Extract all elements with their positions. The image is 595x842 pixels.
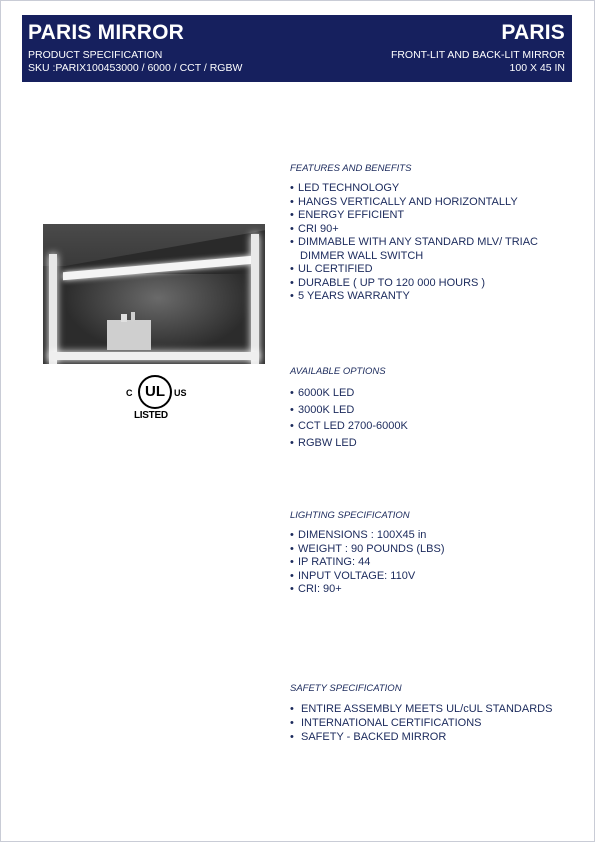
model-description: FRONT-LIT AND BACK-LIT MIRROR <box>390 49 565 61</box>
feature-text: DIMMABLE WITH ANY STANDARD MLV/ TRIAC <box>298 236 538 248</box>
header-banner <box>22 15 572 82</box>
bullet: • <box>290 290 294 302</box>
list-item <box>290 543 445 557</box>
list-item <box>290 418 408 435</box>
lighting-text: CRI: 90+ <box>298 583 342 595</box>
list-item <box>290 702 552 716</box>
bullet: • <box>290 209 294 221</box>
bullet: • <box>290 403 294 416</box>
bullet: • <box>290 236 294 248</box>
sku-text: SKU :PARIX100453000 / 6000 / CCT / RGBW <box>28 62 243 74</box>
bullet: • <box>290 583 294 595</box>
option-text: 3000K LED <box>298 403 355 416</box>
header-right <box>391 21 565 75</box>
safety-list <box>290 702 552 744</box>
features-list <box>290 182 595 304</box>
options-list <box>290 385 408 451</box>
option-text: CCT LED 2700-6000K <box>298 420 408 432</box>
lighting-text: DIMENSIONS : 100X45 in <box>298 529 427 541</box>
feature-text: CRI 90+ <box>298 222 339 235</box>
list-item <box>290 223 595 237</box>
model-name: PARIS <box>501 21 565 44</box>
list-item <box>290 730 552 744</box>
option-text: RGBW LED <box>298 436 357 449</box>
feature-text: LED TECHNOLOGY <box>298 182 400 194</box>
bullet: • <box>290 195 294 208</box>
bullet: • <box>290 387 294 399</box>
list-item <box>290 435 408 452</box>
lighting-list <box>290 529 445 597</box>
list-item <box>290 236 595 263</box>
page-title: PARIS MIRROR <box>28 21 185 44</box>
lighting-text: WEIGHT : 90 POUNDS (LBS) <box>298 542 445 555</box>
list-item <box>290 570 445 584</box>
bullet: • <box>290 717 294 729</box>
options-section <box>290 366 408 451</box>
bullet: • <box>290 529 294 541</box>
safety-text: ENTIRE ASSEMBLY MEETS UL/cUL STANDARDS <box>301 703 553 715</box>
list-item <box>290 583 445 597</box>
list-item <box>290 529 445 543</box>
ul-circle-mark: UL <box>138 375 172 409</box>
bullet: • <box>290 263 294 275</box>
feature-text: HANGS VERTICALLY AND HORIZONTALLY <box>298 195 518 208</box>
photo-light-right <box>251 234 259 364</box>
safety-text: INTERNATIONAL CERTIFICATIONS <box>301 717 482 729</box>
lighting-section <box>290 510 445 597</box>
safety-section <box>290 683 552 744</box>
photo-faucet <box>121 314 127 322</box>
bullet: • <box>290 542 294 555</box>
feature-text: UL CERTIFIED <box>298 263 373 275</box>
list-item <box>290 402 408 419</box>
ul-c-mark: C <box>126 388 133 398</box>
list-item <box>290 196 595 210</box>
model-size: 100 X 45 IN <box>509 62 565 74</box>
feature-continuation: DIMMER WALL SWITCH <box>300 249 424 262</box>
bullet: • <box>290 436 294 449</box>
header-left <box>28 21 242 75</box>
photo-bottle <box>131 312 135 322</box>
ul-us-mark: US <box>174 388 187 398</box>
lighting-text: IP RATING: 44 <box>298 556 371 568</box>
photo-light-bottom <box>49 352 259 360</box>
photo-vanity <box>107 320 151 350</box>
ul-listed-text: LISTED <box>134 410 168 421</box>
feature-text: DURABLE ( UP TO 120 000 HOURS ) <box>298 276 486 289</box>
list-item <box>290 263 595 277</box>
bullet: • <box>290 556 294 568</box>
bullet: • <box>290 731 294 743</box>
product-photo <box>43 224 265 364</box>
features-section <box>290 163 595 304</box>
header-subtitle: PRODUCT SPECIFICATION <box>28 49 163 61</box>
lighting-title: LIGHTING SPECIFICATION <box>290 510 410 521</box>
bullet: • <box>290 276 294 289</box>
feature-text: ENERGY EFFICIENT <box>298 209 405 221</box>
option-text: 6000K LED <box>298 387 355 399</box>
lighting-text: INPUT VOLTAGE: 110V <box>298 569 416 582</box>
bullet: • <box>290 222 294 235</box>
features-title: FEATURES AND BENEFITS <box>290 163 412 174</box>
list-item <box>290 716 552 730</box>
list-item <box>290 182 595 196</box>
list-item <box>290 277 595 291</box>
list-item <box>290 209 595 223</box>
list-item <box>290 290 595 304</box>
ul-listed-logo <box>120 375 190 425</box>
bullet: • <box>290 182 294 194</box>
bullet: • <box>290 420 294 432</box>
feature-text: 5 YEARS WARRANTY <box>298 290 410 302</box>
photo-light-left <box>49 254 57 364</box>
safety-text: SAFETY - BACKED MIRROR <box>301 731 447 743</box>
bullet: • <box>290 703 294 715</box>
list-item <box>290 385 408 402</box>
options-title: AVAILABLE OPTIONS <box>290 366 386 377</box>
bullet: • <box>290 569 294 582</box>
safety-title: SAFETY SPECIFICATION <box>290 683 402 694</box>
list-item <box>290 556 445 570</box>
photo-wall <box>63 274 253 354</box>
